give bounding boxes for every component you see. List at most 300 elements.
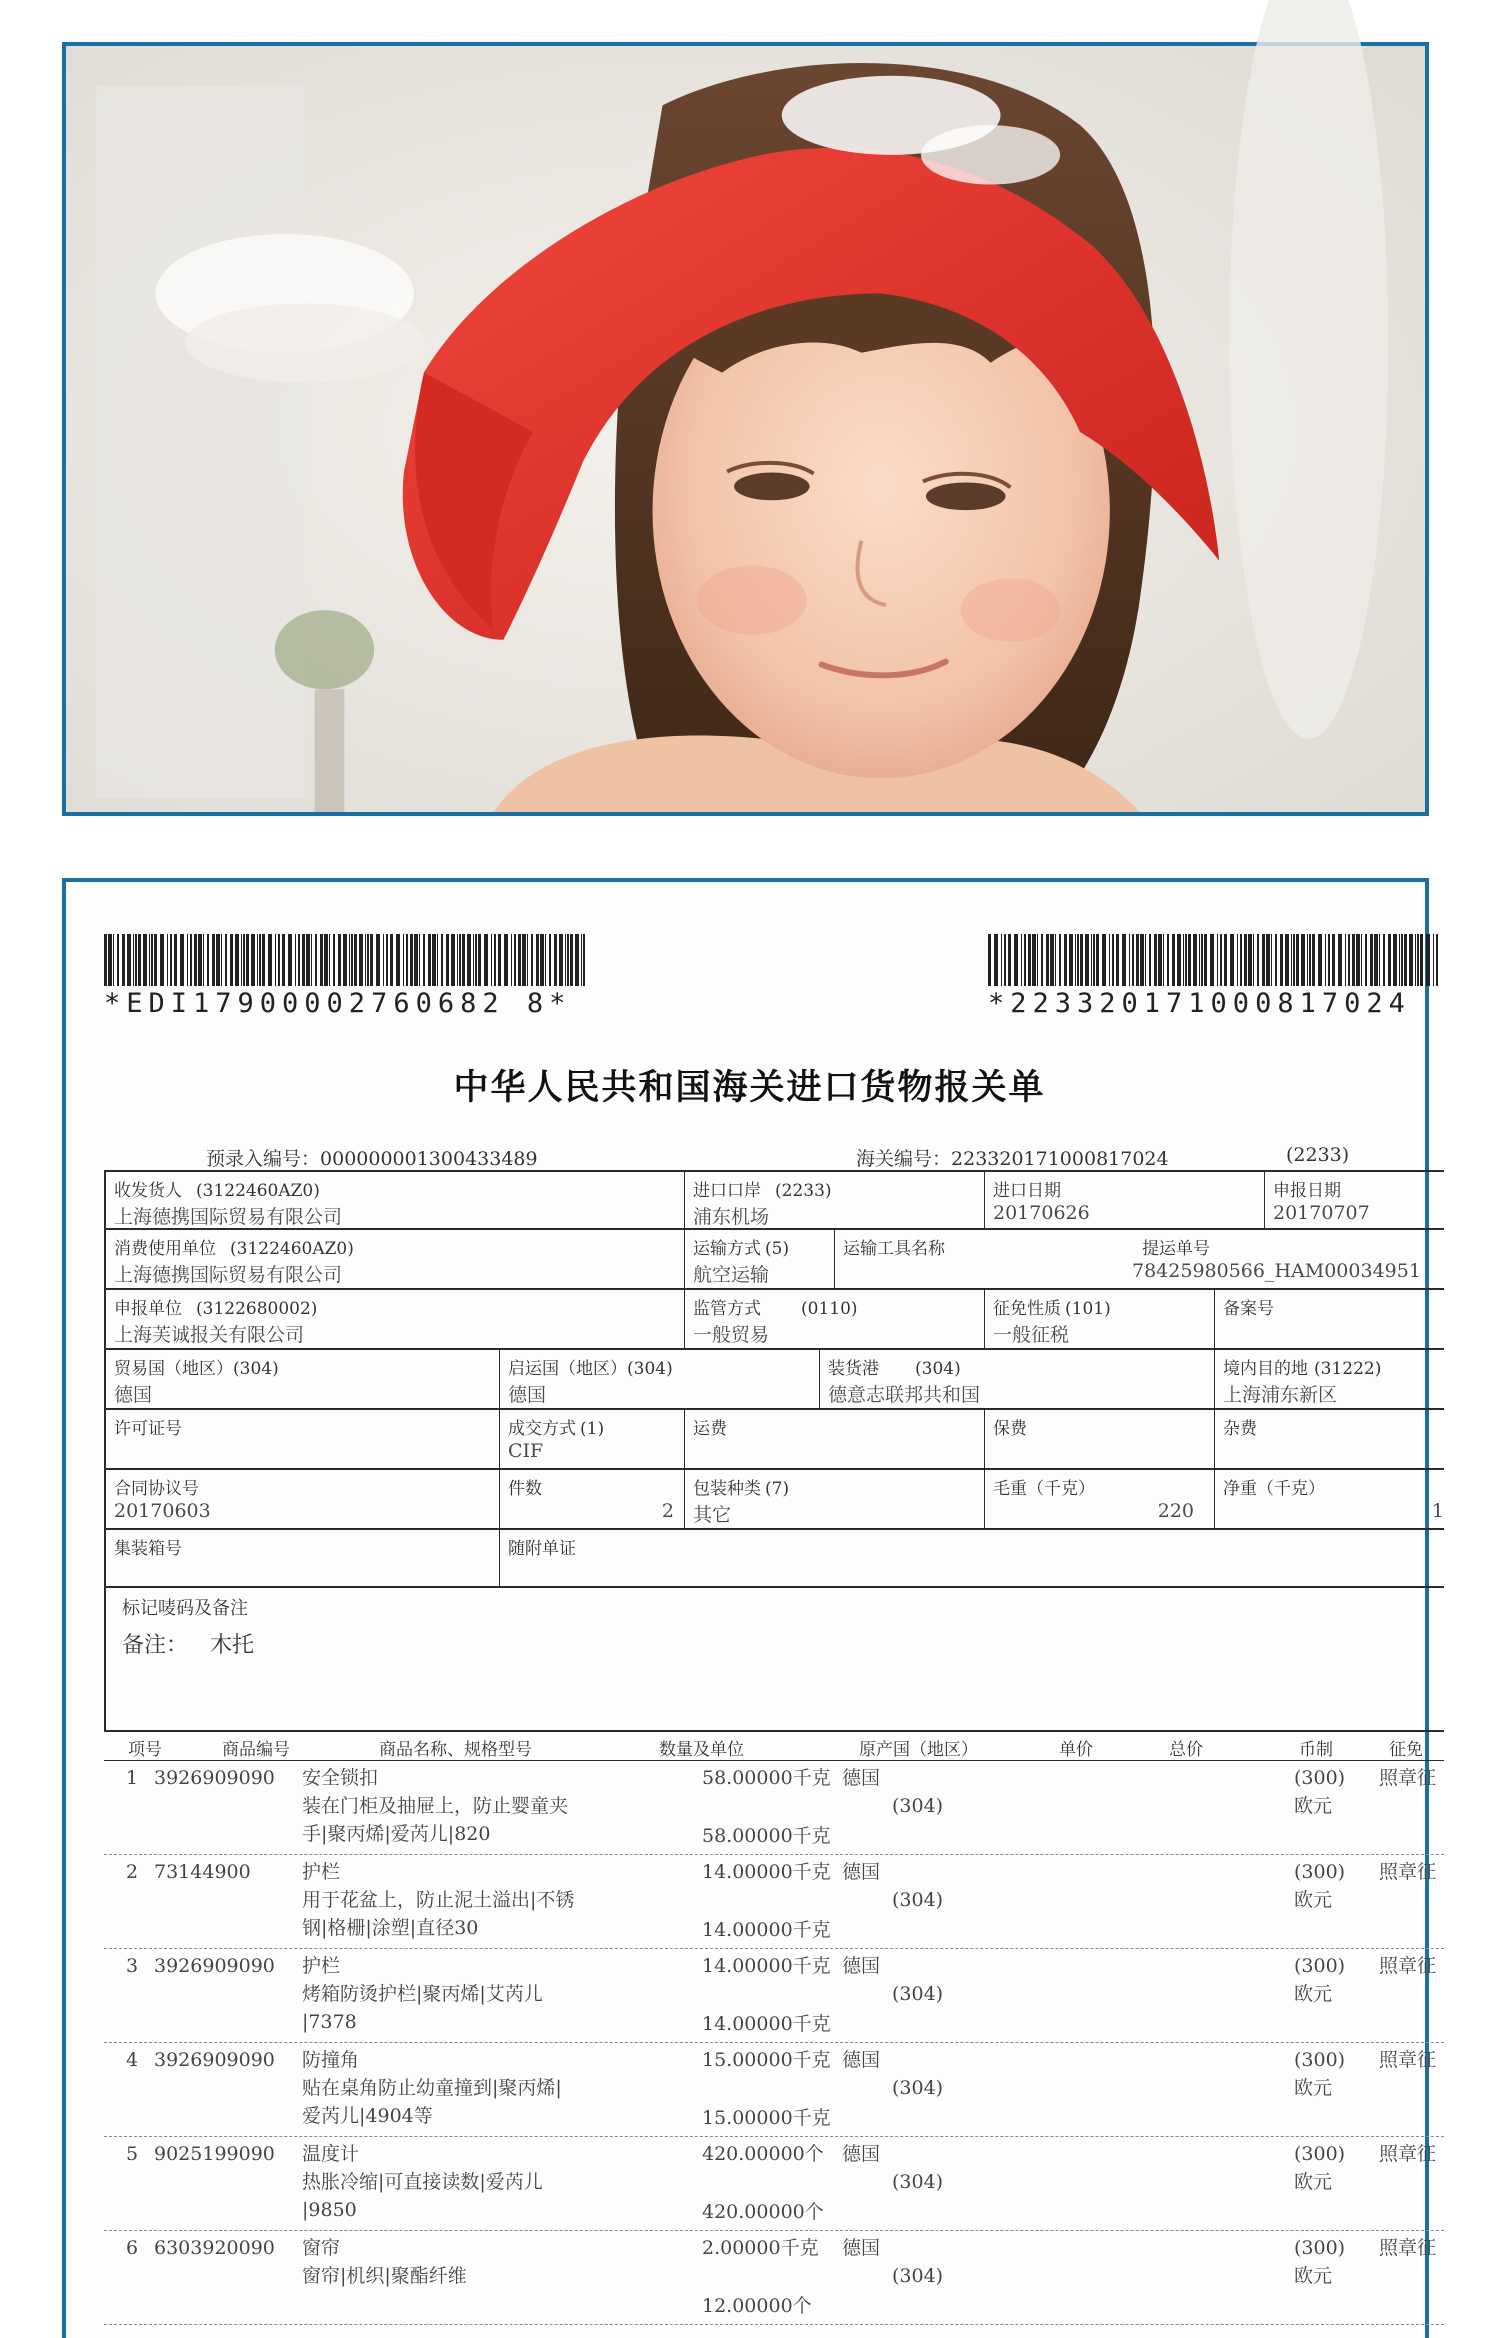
item-currency: 欧元 (1294, 2077, 1333, 2099)
barcode-bar (1399, 934, 1400, 986)
item-tax: 照章征 (1379, 1861, 1437, 1883)
barcode-bar (1140, 934, 1144, 986)
contract-value: 20170603 (114, 1500, 211, 1522)
barcode-bar (278, 934, 280, 986)
consumer-code: (3122460AZ0) (230, 1239, 354, 1259)
item-currency: 欧元 (1294, 1983, 1333, 2005)
freight-cell (684, 1410, 984, 1468)
barcode-bar (1266, 934, 1270, 986)
customs-number: 223320171000817024 (951, 1148, 1169, 1170)
item-currency: 欧元 (1294, 1889, 1333, 1911)
barcode-bar (1008, 934, 1011, 986)
customs-code: (2233) (1286, 1144, 1350, 1166)
customs-number-label: 海关编号： (856, 1148, 952, 1170)
item-qty2: 14.00000千克 (702, 1919, 831, 1941)
item-code: 3926909090 (154, 1955, 275, 1977)
barcode-bar (1167, 934, 1169, 986)
item-name: 护栏 (302, 1955, 341, 1977)
barcode-bar (565, 934, 566, 986)
declarant-label: 申报单位 (114, 1299, 182, 1319)
barcode-left-image (104, 934, 584, 986)
barcode-bar (1093, 934, 1095, 986)
barcode-bar (190, 934, 192, 986)
barcode-bar (1230, 934, 1234, 986)
grid-row-5 (104, 1408, 1444, 1468)
bill-no-label: 提运单号 (1142, 1239, 1210, 1259)
barcode-bar (1361, 934, 1362, 986)
item-spec2: |7378 (302, 2011, 357, 2033)
col-unit-price: 单价 (1059, 1740, 1093, 1760)
remarks-label: 备注： (122, 1633, 189, 1658)
barcode-bar (531, 934, 533, 986)
barcode-left (104, 934, 584, 1019)
barcode-bar (1201, 934, 1203, 986)
barcode-bar (1154, 934, 1157, 986)
barcode-bar (268, 934, 272, 986)
item-country: 德国 (842, 1861, 881, 1883)
col-origin: 原产国（地区） (859, 1740, 978, 1760)
barcode-bar (1188, 934, 1191, 986)
trade-country-label: 贸易国（地区） (114, 1359, 233, 1379)
transport-mode-code: (5) (765, 1239, 790, 1259)
documents-label: 随附单证 (508, 1539, 576, 1559)
barcode-bar (1177, 934, 1181, 986)
gross-weight-label: 毛重（千克） (993, 1479, 1095, 1499)
barcode-bar (333, 934, 335, 986)
item-qty2: 14.00000千克 (702, 2013, 831, 2035)
barcode-bar (367, 934, 369, 986)
loading-port-value: 德意志联邦共和国 (828, 1384, 981, 1406)
gross-weight-value: 220 (1157, 1500, 1194, 1522)
consignee-code: (3122460AZ0) (196, 1181, 320, 1201)
package-cell (684, 1470, 984, 1528)
barcode-bar (306, 934, 310, 986)
item-country-code: (304) (892, 2265, 944, 2287)
product-photo (62, 42, 1429, 816)
barcode-bar (1436, 934, 1438, 986)
insurance-cell (984, 1410, 1214, 1468)
consumer-cell (104, 1230, 684, 1288)
barcode-bar (1262, 934, 1265, 986)
barcode-bar (1046, 934, 1049, 986)
barcode-bar (459, 934, 461, 986)
barcode-bar (1291, 934, 1292, 986)
destination-value: 上海浦东新区 (1223, 1384, 1338, 1406)
barcode-bar (390, 934, 393, 986)
item-spec1: 用于花盆上，防止泥土溢出|不锈 (302, 1889, 575, 1911)
barcode-bar (1064, 934, 1067, 986)
item-row (104, 2042, 1444, 2137)
barcode-bar (370, 934, 373, 986)
item-row (104, 2230, 1444, 2325)
barcode-bar (491, 934, 492, 986)
barcode-bar (514, 934, 516, 986)
item-tax: 照章征 (1379, 2143, 1437, 2165)
origin-country-code: (304) (627, 1359, 673, 1379)
item-qty1: 58.00000千克 (702, 1767, 831, 1789)
barcode-bar (133, 934, 134, 986)
barcode-bar (1075, 934, 1076, 986)
barcode-bar (117, 934, 119, 986)
barcode-bar (203, 934, 204, 986)
item-country-code: (304) (892, 1795, 944, 1817)
item-no: 1 (126, 1767, 139, 1789)
barcode-bar (302, 934, 305, 986)
barcode-bar (1028, 934, 1031, 986)
item-country-code: (304) (892, 2171, 944, 2193)
barcode-bar (1237, 934, 1238, 986)
barcode-bar (167, 934, 168, 986)
consignee-label: 收发货人 (114, 1181, 182, 1201)
barcode-bar (554, 934, 557, 986)
item-spec1: 烤箱防烫护栏|聚丙烯|艾芮儿 (302, 1983, 543, 2005)
supervision-code: (0110) (801, 1299, 858, 1319)
item-qty2: 12.00000个 (702, 2295, 812, 2317)
barcode-bar (540, 934, 544, 986)
barcode-bar (1055, 934, 1056, 986)
item-currency: 欧元 (1294, 1795, 1333, 1817)
barcode-bar (423, 934, 425, 986)
barcode-right (988, 934, 1438, 1019)
barcode-bar (207, 934, 209, 986)
barcode-bar (1145, 934, 1146, 986)
barcode-bar (1338, 934, 1342, 986)
pieces-cell (499, 1470, 684, 1528)
item-spec2: 爱芮儿|4904等 (302, 2105, 433, 2127)
barcode-bar (1370, 934, 1373, 986)
destination-code: (31222) (1314, 1359, 1382, 1379)
barcode-bar (1199, 934, 1200, 986)
barcode-bar (1004, 934, 1006, 986)
barcode-bar (324, 934, 328, 986)
barcode-bar (1172, 934, 1175, 986)
item-spec1: 窗帘|机织|聚酯纤维 (302, 2265, 467, 2287)
net-weight-cell (1214, 1470, 1444, 1528)
barcode-bar (1388, 934, 1391, 986)
barcode-bar (1409, 934, 1413, 986)
barcode-bar (1420, 934, 1423, 986)
barcode-bar (365, 934, 366, 986)
item-country-code: (304) (892, 1983, 944, 2005)
tax-nature-value: 一般征税 (993, 1324, 1070, 1346)
barcode-bar (396, 934, 400, 986)
item-tax: 照章征 (1379, 2049, 1437, 2071)
barcode-bar (1050, 934, 1054, 986)
barcode-bar (522, 934, 526, 986)
bill-no-cell (1124, 1230, 1444, 1288)
barcode-bar (1217, 934, 1218, 986)
barcode-bar (383, 934, 384, 986)
destination-cell (1214, 1350, 1444, 1408)
barcode-bar (1096, 934, 1099, 986)
barcode-bar (1085, 934, 1089, 986)
transport-name-cell (834, 1230, 1124, 1288)
barcode-bar (575, 934, 579, 986)
pre-entry-label: 预录入编号： (206, 1148, 321, 1170)
barcode-bar (298, 934, 300, 986)
item-qty2: 58.00000千克 (702, 1825, 831, 1847)
item-currency-code: (300) (1294, 2143, 1346, 2165)
barcode-bar (484, 934, 488, 986)
net-weight-label: 净重（千克） (1223, 1479, 1325, 1499)
declarant-cell (104, 1290, 684, 1348)
barcode-bar (545, 934, 546, 986)
barcode-bar (257, 934, 258, 986)
barcode-bar (221, 934, 222, 986)
import-date-value: 20170626 (993, 1202, 1090, 1224)
consumer-value: 上海德携国际贸易有限公司 (114, 1264, 343, 1286)
item-tax: 照章征 (1379, 2237, 1437, 2259)
barcode-bar (1032, 934, 1036, 986)
barcode-bar (1077, 934, 1079, 986)
barcode-bar (1112, 934, 1114, 986)
item-qty2: 420.00000个 (702, 2201, 824, 2223)
barcode-bar (1149, 934, 1151, 986)
item-code: 9025199090 (154, 2143, 275, 2165)
declarant-value: 上海芙诚报关有限公司 (114, 1324, 305, 1346)
item-row (104, 1854, 1444, 1949)
consignee-cell (104, 1172, 684, 1228)
barcode-bar (1426, 934, 1430, 986)
deal-mode-label: 成交方式 (508, 1419, 576, 1439)
gross-weight-cell (984, 1470, 1214, 1528)
barcode-bar (1345, 934, 1346, 986)
barcode-bar (212, 934, 215, 986)
barcode-bar (1041, 934, 1043, 986)
barcode-bar (1116, 934, 1119, 986)
tax-nature-code: (101) (1065, 1299, 1111, 1319)
barcode-bar (338, 934, 341, 986)
item-qty2: 15.00000千克 (702, 2107, 831, 2129)
record-no-cell (1214, 1290, 1444, 1348)
barcode-bar (1163, 934, 1164, 986)
barcode-bar (498, 934, 501, 986)
barcode-bar (994, 934, 998, 986)
remarks-title: 标记唛码及备注 (122, 1598, 248, 1619)
item-no: 6 (126, 2237, 139, 2259)
barcode-bar (1352, 934, 1355, 986)
grid-row-6 (104, 1468, 1444, 1528)
item-spec2: 钢|格栅|涂塑|直径30 (302, 1917, 479, 1939)
barcode-bar (1365, 934, 1367, 986)
item-currency: 欧元 (1294, 2265, 1333, 2287)
import-port-label: 进口口岸 (693, 1181, 761, 1201)
barcode-bar (467, 934, 471, 986)
barcode-bar (329, 934, 330, 986)
pieces-label: 件数 (508, 1479, 542, 1499)
barcode-bar (259, 934, 261, 986)
barcode-bar (410, 934, 413, 986)
barcode-bar (428, 934, 431, 986)
license-cell (104, 1410, 499, 1468)
item-currency-code: (300) (1294, 2049, 1346, 2071)
item-no: 2 (126, 1861, 139, 1883)
barcode-right-text: *223320171000817024 (988, 988, 1411, 1019)
barcode-bar (1253, 934, 1254, 986)
barcode-bar (160, 934, 164, 986)
barcode-bar (581, 934, 582, 986)
col-currency: 币制 (1299, 1740, 1333, 1760)
item-row (104, 2136, 1444, 2231)
barcode-bar (1129, 934, 1130, 986)
barcode-bar (1309, 934, 1311, 986)
import-port-cell (684, 1172, 984, 1228)
customs-number-line (856, 1144, 1169, 1171)
item-spec1: 贴在桌角防止幼童撞到|聚丙烯| (302, 2077, 562, 2099)
barcode-bar (122, 934, 125, 986)
transport-name-label: 运输工具名称 (843, 1239, 945, 1259)
barcode-bar (1185, 934, 1187, 986)
package-label: 包装种类 (693, 1479, 761, 1499)
barcode-bar (1136, 934, 1139, 986)
destination-label: 境内目的地 (1223, 1359, 1308, 1379)
pieces-value: 2 (661, 1500, 674, 1522)
barcode-bar (1244, 934, 1247, 986)
barcode-bar (419, 934, 420, 986)
barcode-bar (246, 934, 249, 986)
barcode-bar (1318, 934, 1322, 986)
barcode-bar (1158, 934, 1162, 986)
barcode-bar (1293, 934, 1295, 986)
barcode-bar (282, 934, 285, 986)
grid-row-1 (104, 1170, 1444, 1228)
tax-nature-cell (984, 1290, 1214, 1348)
barcode-bar (113, 934, 114, 986)
barcode-bar (1001, 934, 1002, 986)
barcode-bar (1348, 934, 1350, 986)
import-port-code: (2233) (775, 1181, 832, 1201)
item-name: 安全锁扣 (302, 1767, 379, 1789)
barcode-bar (473, 934, 474, 986)
barcode-bar (1091, 934, 1092, 986)
barcode-bar (1210, 934, 1214, 986)
item-name: 防撞角 (302, 2049, 360, 2071)
barcode-bar (187, 934, 188, 986)
item-name: 护栏 (302, 1861, 341, 1883)
barcode-bar (1404, 934, 1407, 986)
grid-row-2 (104, 1228, 1444, 1288)
barcode-bar (988, 934, 991, 986)
barcode-bar (315, 934, 317, 986)
barcode-bar (403, 934, 404, 986)
barcode-bar (1183, 934, 1184, 986)
barcode-bar (1248, 934, 1252, 986)
item-row (104, 1948, 1444, 2043)
barcode-bar (1433, 934, 1434, 986)
loading-port-code: (304) (915, 1359, 961, 1379)
barcode-bar (1275, 934, 1277, 986)
record-no-label: 备案号 (1223, 1299, 1274, 1319)
misc-fee-label: 杂费 (1223, 1419, 1257, 1439)
barcode-bar (494, 934, 496, 986)
item-tax: 照章征 (1379, 1955, 1437, 1977)
barcode-bar (288, 934, 292, 986)
barcode-bar (1069, 934, 1073, 986)
barcode-bar (511, 934, 512, 986)
barcode-bar (1325, 934, 1326, 986)
barcode-bar (1379, 934, 1380, 986)
item-no: 4 (126, 2049, 139, 2071)
item-currency-code: (300) (1294, 1861, 1346, 1883)
barcode-bar (1271, 934, 1272, 986)
item-country: 德国 (842, 1767, 881, 1789)
item-name: 温度计 (302, 2143, 360, 2165)
container-label: 集装箱号 (114, 1539, 182, 1559)
import-date-label: 进口日期 (993, 1181, 1061, 1201)
transport-mode-value: 航空运输 (693, 1264, 770, 1286)
barcode-bar (1122, 934, 1126, 986)
item-code: 73144900 (154, 1861, 251, 1883)
item-qty1: 15.00000千克 (702, 2049, 831, 2071)
item-spec2: |9850 (302, 2199, 357, 2221)
item-country-code: (304) (892, 2077, 944, 2099)
tax-nature-label: 征免性质 (993, 1299, 1061, 1319)
trade-country-cell (104, 1350, 499, 1408)
item-code: 3926909090 (154, 1767, 275, 1789)
barcode-bar (343, 934, 347, 986)
barcode-bar (1204, 934, 1207, 986)
barcode-bar (1080, 934, 1083, 986)
barcode-bar (1220, 934, 1222, 986)
item-no: 5 (126, 2143, 139, 2165)
net-weight-value: 1 (1431, 1500, 1444, 1522)
grid-row-4 (104, 1348, 1444, 1408)
transport-mode-label: 运输方式 (693, 1239, 761, 1259)
deal-mode-code: (1) (580, 1419, 605, 1439)
import-port-value: 浦东机场 (693, 1206, 770, 1228)
loading-port-label: 装货港 (828, 1359, 879, 1379)
barcode-left-text: *EDI17900002760682 8* (104, 988, 572, 1019)
barcode-bar (1280, 934, 1283, 986)
item-code: 6303920090 (154, 2237, 275, 2259)
item-spec1: 热胀冷缩|可直接读数|爱芮儿 (302, 2171, 543, 2193)
barcode-bar (1021, 934, 1022, 986)
barcode-bar (1037, 934, 1038, 986)
barcode-bar (104, 934, 107, 986)
barcode-bar (108, 934, 112, 986)
barcode-bar (170, 934, 172, 986)
barcode-bar (225, 934, 227, 986)
barcode-bar (441, 934, 443, 986)
barcode-bar (457, 934, 458, 986)
barcode-bar (216, 934, 220, 986)
remarks-box (104, 1588, 1444, 1730)
import-date-cell (984, 1172, 1264, 1228)
barcode-bar (1132, 934, 1134, 986)
barcode-bar (1024, 934, 1026, 986)
item-country: 德国 (842, 2237, 881, 2259)
barcode-bar (154, 934, 157, 986)
item-qty1: 14.00000千克 (702, 1955, 831, 1977)
barcode-bar (275, 934, 276, 986)
barcode-bar (359, 934, 363, 986)
deal-mode-cell (499, 1410, 684, 1468)
barcode-bar (135, 934, 137, 986)
item-qty1: 2.00000千克 (702, 2237, 819, 2259)
item-tax: 照章征 (1379, 1767, 1437, 1789)
barcode-bar (354, 934, 357, 986)
item-spec2: 手|聚丙烯|爱芮儿|820 (302, 1823, 491, 1845)
trade-country-code: (304) (233, 1359, 279, 1379)
barcode-bar (432, 934, 436, 986)
barcode-bar (1383, 934, 1385, 986)
package-code: (7) (765, 1479, 790, 1499)
barcode-bar (151, 934, 153, 986)
child-with-shower-visor-image (66, 46, 1425, 812)
barcode-bar (1401, 934, 1403, 986)
col-qty: 数量及单位 (659, 1740, 744, 1760)
grid-row-3 (104, 1288, 1444, 1348)
